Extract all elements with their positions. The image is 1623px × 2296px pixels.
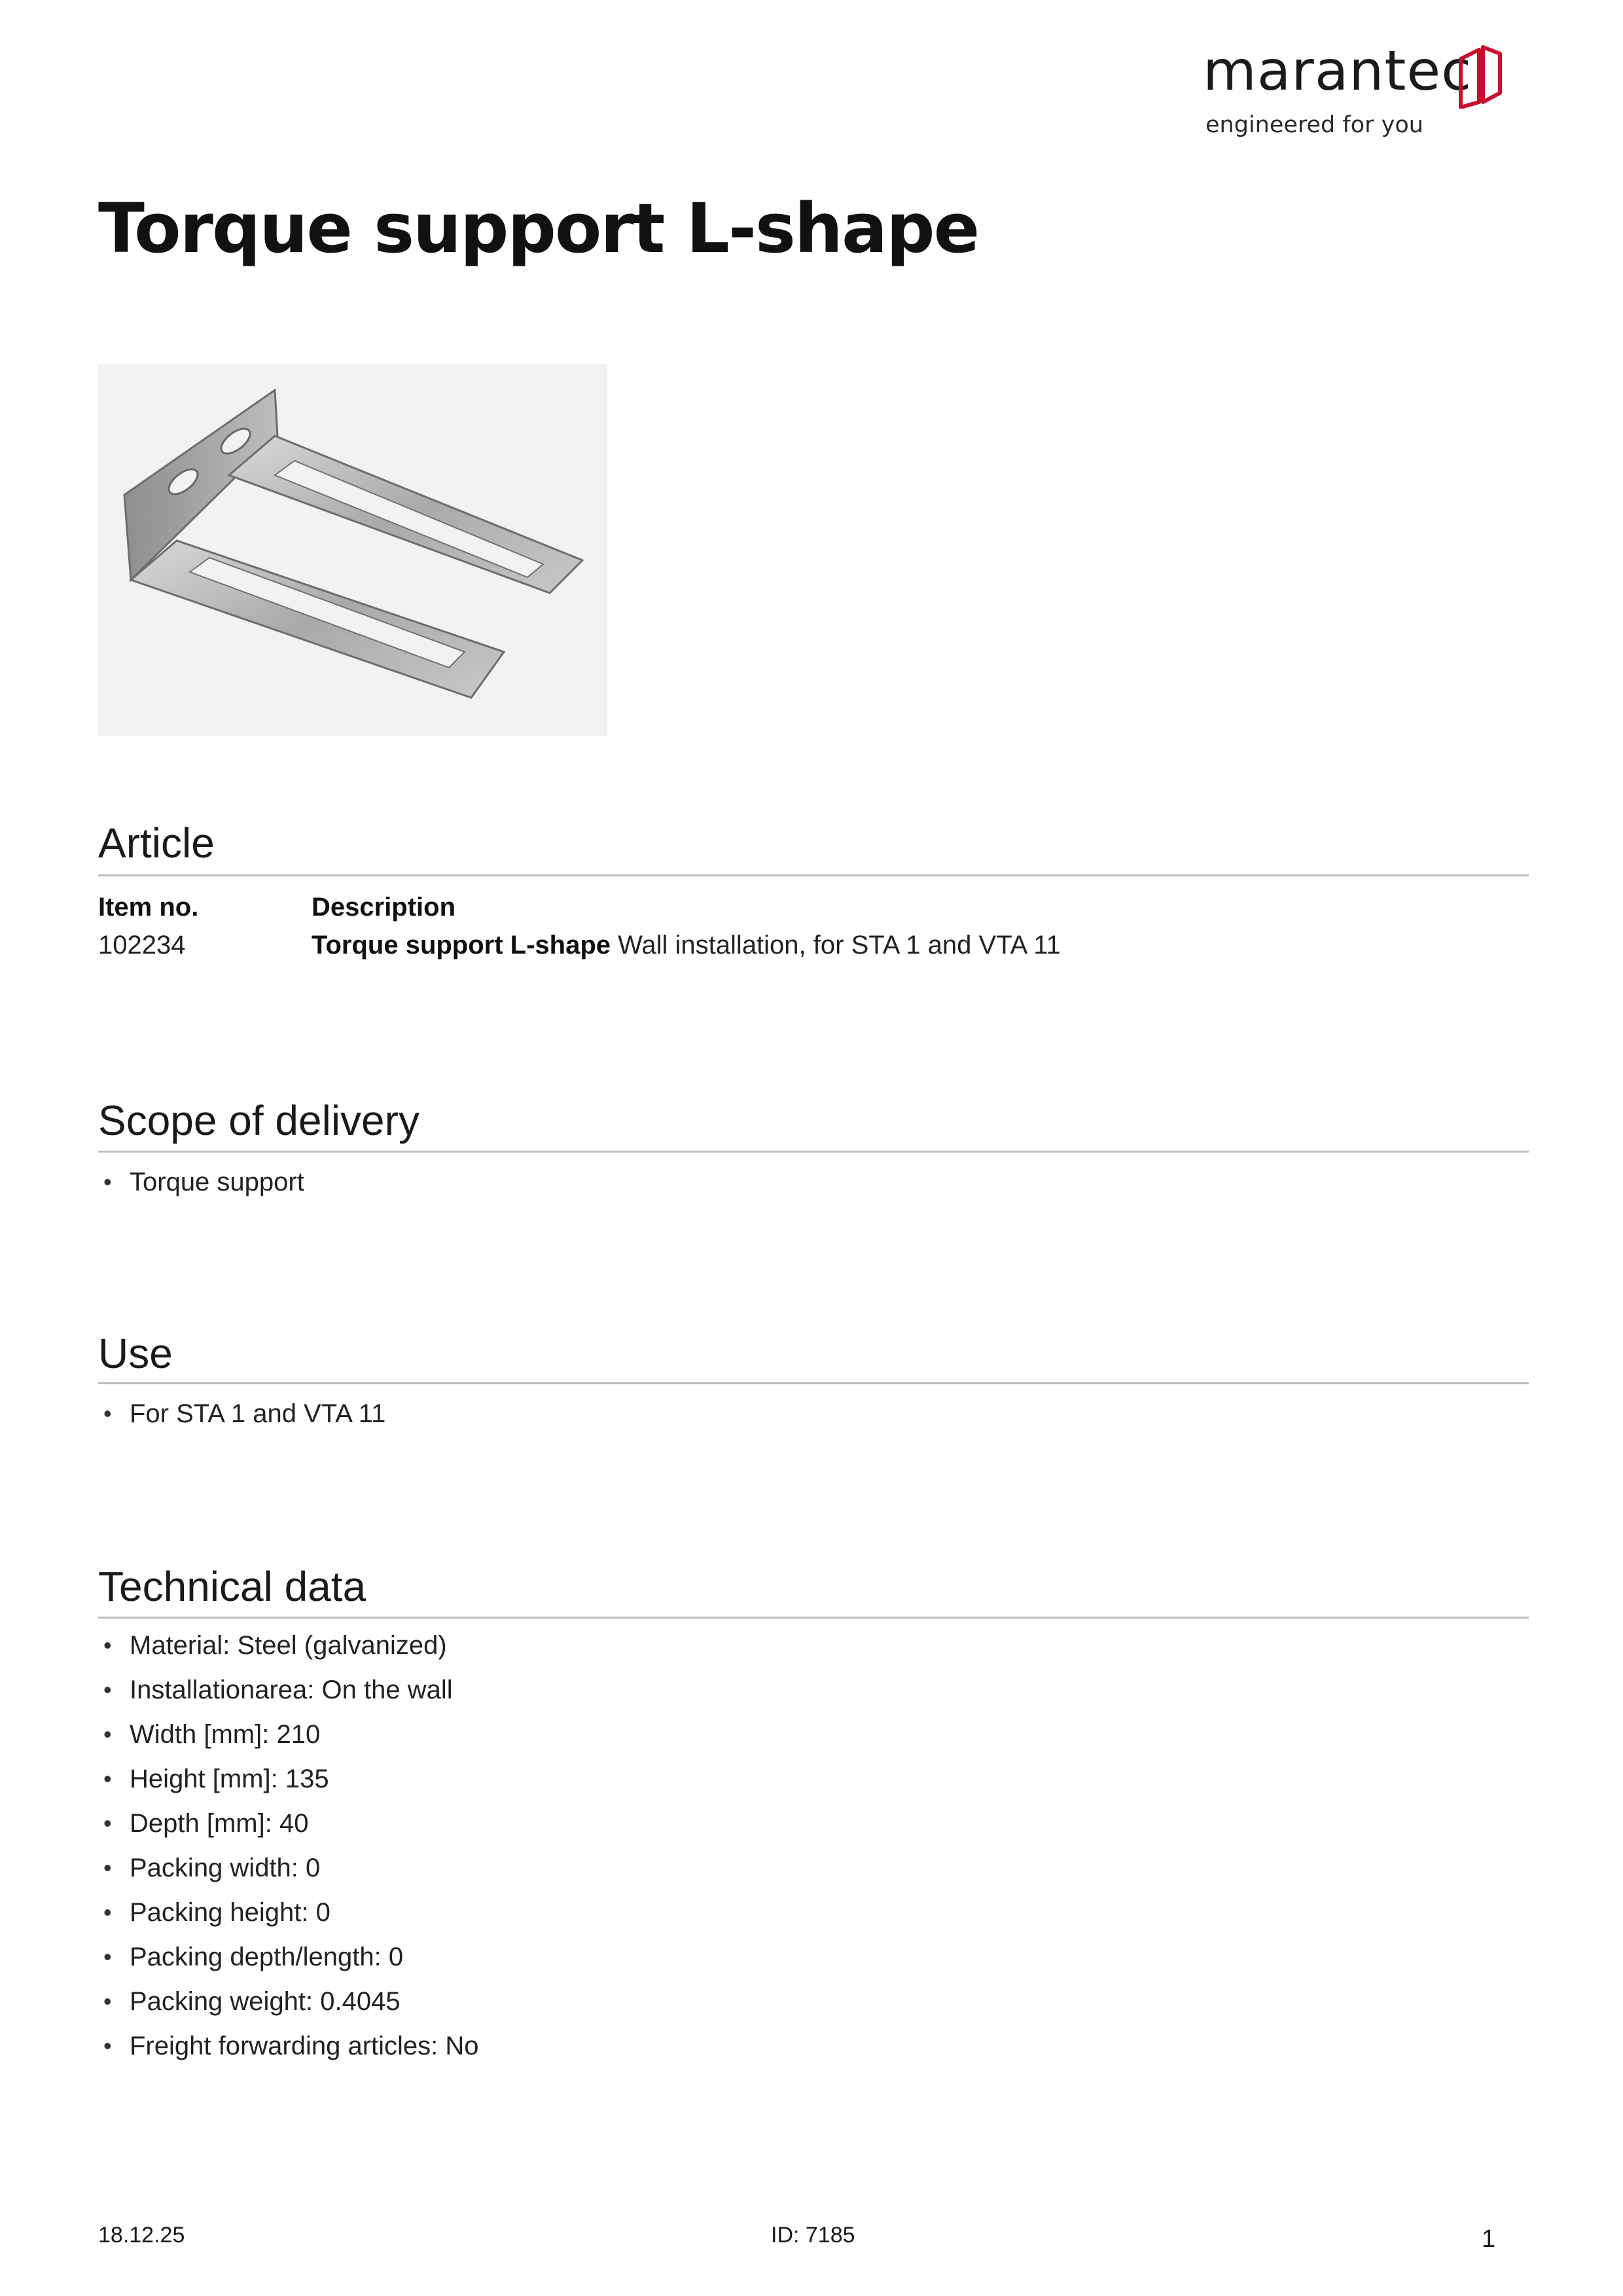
footer-date: 18.12.25 (98, 2223, 185, 2248)
bullet-icon: • (103, 1721, 112, 1748)
logo-wordmark: marantec (1203, 39, 1472, 103)
logo-tagline: engineered for you (1205, 112, 1423, 138)
list-item: • For STA 1 and VTA 11 (98, 1391, 385, 1436)
bullet-icon: • (103, 1676, 112, 1703)
list-item: • Depth [mm]: 40 (98, 1801, 479, 1846)
section-divider (98, 874, 1529, 876)
list-item: • Torque support (98, 1160, 304, 1204)
list-item: • Packing weight: 0.4045 (98, 1979, 479, 2024)
bullet-icon: • (103, 1899, 112, 1926)
bullet-icon: • (103, 1168, 112, 1195)
bullet-icon: • (103, 2032, 112, 2059)
scope-heading: Scope of delivery (98, 1097, 419, 1144)
list-item: • Packing width: 0 (98, 1846, 479, 1890)
bullet-icon: • (103, 1854, 112, 1881)
logo-door-icon (1457, 43, 1504, 109)
page-number: 1 (1482, 2225, 1496, 2253)
use-heading: Use (98, 1330, 173, 1377)
use-list (98, 1391, 385, 1436)
list-item: • Installationarea: On the wall (98, 1668, 479, 1712)
description-value (312, 931, 1061, 960)
item-no-value: 102234 (98, 931, 186, 960)
bullet-icon: • (103, 1943, 112, 1970)
description-header: Description (312, 893, 456, 922)
bullet-icon: • (103, 1632, 112, 1659)
page-title: Torque support L-shape (98, 188, 979, 268)
bullet-icon: • (103, 1988, 112, 2015)
list-item: • Width [mm]: 210 (98, 1712, 479, 1757)
technical-heading: Technical data (98, 1563, 366, 1610)
list-item: • Freight forwarding articles: No (98, 2024, 479, 2068)
marantec-logo (1203, 39, 1504, 148)
l-bracket-illustration (98, 364, 607, 736)
bullet-icon: • (103, 1765, 112, 1792)
description-product-name: Torque support L-shape (312, 931, 611, 960)
list-item: • Material: Steel (galvanized) (98, 1623, 479, 1668)
section-divider (98, 1617, 1529, 1619)
product-image (98, 364, 607, 736)
footer-id: ID: 7185 (771, 2223, 855, 2248)
list-item: • Packing depth/length: 0 (98, 1935, 479, 1979)
list-item: • Packing height: 0 (98, 1890, 479, 1935)
section-divider (98, 1151, 1529, 1153)
bullet-icon: • (103, 1810, 112, 1837)
technical-list (98, 1623, 479, 2068)
section-divider (98, 1382, 1529, 1384)
bullet-icon: • (103, 1400, 112, 1427)
scope-list (98, 1160, 304, 1204)
article-heading: Article (98, 819, 215, 867)
list-item: • Height [mm]: 135 (98, 1757, 479, 1801)
description-details: Wall installation, for STA 1 and VTA 11 (611, 931, 1061, 960)
item-no-header: Item no. (98, 893, 199, 922)
